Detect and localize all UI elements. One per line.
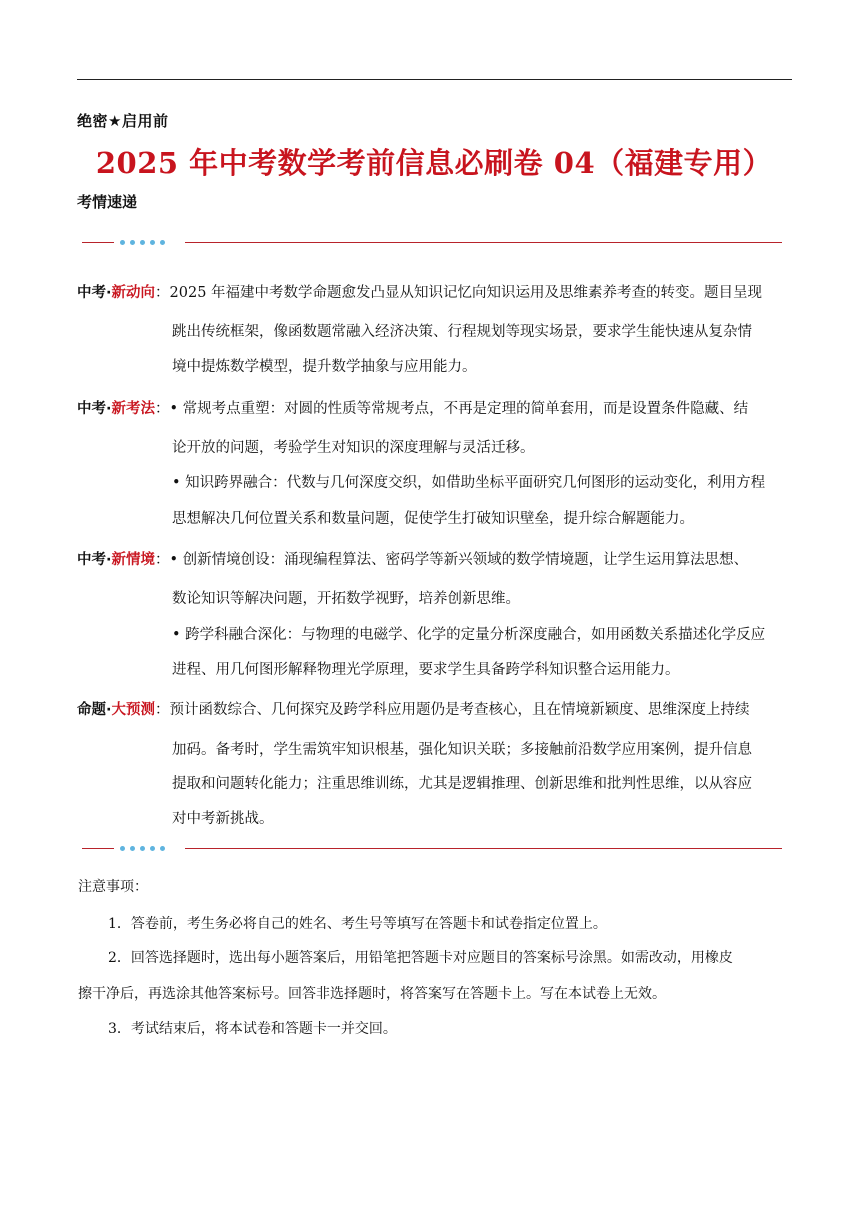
section-text: 跳出传统框架，像函数题常融入经济决策、行程规划等现实场景，要求学生能快速从复杂情 (172, 324, 752, 340)
divider-line (82, 242, 114, 243)
section-heading: 考情速递 (77, 193, 138, 211)
divider-line (185, 848, 782, 849)
confidential-mark: 绝密★启用前 (77, 112, 169, 130)
label-highlight: 新情境 (111, 552, 156, 568)
notice-item: 2．回答选择题时，选出每小题答案后，用铅笔把答题卡对应题目的答案标号涂黑。如需改动，用橡皮 (108, 950, 733, 966)
section-text: 数论知识等解决问题，开拓数学视野，培养创新思维。 (172, 591, 520, 607)
section-text: 对中考新挑战。 (172, 811, 274, 827)
notice-item: 1．答卷前，考生务必将自己的姓名、考生号等填写在答题卡和试卷指定位置上。 (108, 916, 607, 932)
notice-item: 3．考试结束后，将本试卷和答题卡一并交回。 (108, 1021, 397, 1037)
dot (120, 846, 125, 851)
section-bullet: • 知识跨界融合：代数与几何深度交织，如借助坐标平面研究几何图形的运动变化，利用方程 (172, 475, 766, 491)
dot (150, 240, 155, 245)
label-prefix: 中考· (77, 552, 112, 568)
header-rule (77, 79, 792, 80)
section-label (77, 401, 155, 417)
section-label (77, 552, 155, 568)
section-text: ：• 创新情境创设：涌现编程算法、密码学等新兴领域的数学情境题，让学生运用算法思想、 (155, 552, 749, 568)
dot (150, 846, 155, 851)
section-text: ：预计函数综合、几何探究及跨学科应用题仍是考查核心，且在情境新颖度、思维深度上持续 (155, 702, 750, 718)
section-text: ：2025 年福建中考数学命题愈发凸显从知识记忆向知识运用及思维素养考查的转变。题目呈现 (155, 285, 763, 301)
divider-bottom (82, 841, 782, 855)
label-highlight: 新动向 (111, 285, 156, 301)
divider-line (82, 848, 114, 849)
dot (130, 846, 135, 851)
label-highlight: 新考法 (111, 401, 156, 417)
dot (160, 846, 165, 851)
section-label (77, 702, 155, 718)
section-first-line (77, 397, 748, 418)
notice-heading: 注意事项： (78, 879, 148, 895)
section-first-line (77, 698, 750, 719)
section-bullet: • 跨学科融合深化：与物理的电磁学、化学的定量分析深度融合，如用函数关系描述化学反应 (172, 627, 766, 643)
label-prefix: 命题· (77, 702, 112, 718)
divider-dots (120, 235, 165, 249)
section-text: 进程、用几何图形解释物理光学原理，要求学生具备跨学科知识整合运用能力。 (172, 662, 680, 678)
label-prefix: 中考· (77, 285, 112, 301)
section-first-line (77, 281, 762, 302)
dot (140, 240, 145, 245)
section-text: 思想解决几何位置关系和数量问题，促使学生打破知识壁垒，提升综合解题能力。 (172, 511, 694, 527)
section-text: 提取和问题转化能力；注重思维训练，尤其是逻辑推理、创新思维和批判性思维，以从容应 (172, 776, 752, 792)
dot (130, 240, 135, 245)
section-text: 境中提炼数学模型，提升数学抽象与应用能力。 (172, 359, 477, 375)
dot (120, 240, 125, 245)
divider-top (82, 235, 782, 249)
dot (160, 240, 165, 245)
notice-item-continued: 擦干净后，再选涂其他答案标号。回答非选择题时，将答案写在答题卡上。写在本试卷上无效。 (78, 986, 666, 1002)
section-text: ：• 常规考点重塑：对圆的性质等常规考点，不再是定理的简单套用，而是设置条件隐藏、结 (155, 401, 749, 417)
section-label (77, 285, 155, 301)
section-text: 加码。备考时，学生需筑牢知识根基，强化知识关联；多接触前沿数学应用案例，提升信息 (172, 742, 752, 758)
page-title: 2025 年中考数学考前信息必刷卷 04（福建专用） (95, 146, 773, 180)
divider-dots (120, 841, 165, 855)
divider-line (185, 242, 782, 243)
label-prefix: 中考· (77, 401, 112, 417)
section-text: 论开放的问题，考验学生对知识的深度理解与灵活迁移。 (172, 440, 535, 456)
dot (140, 846, 145, 851)
section-first-line (77, 548, 748, 569)
label-highlight: 大预测 (111, 702, 156, 718)
